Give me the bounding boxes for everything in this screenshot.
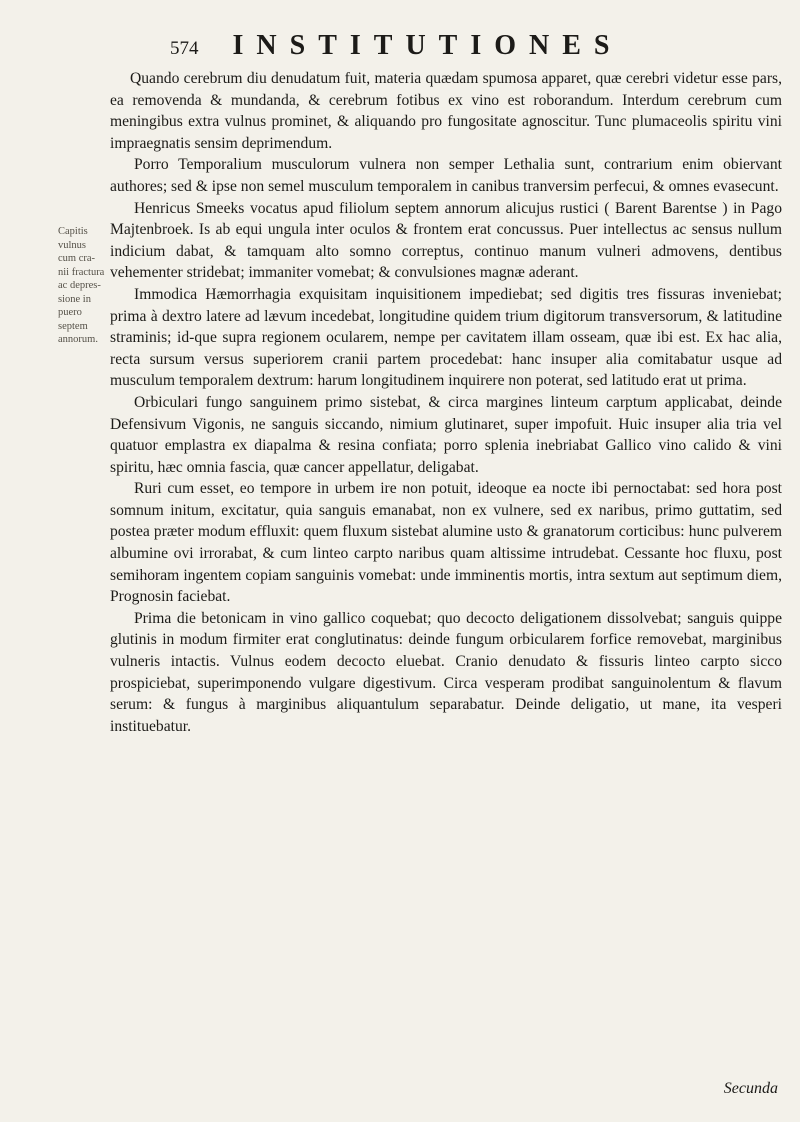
body-text	[110, 68, 782, 737]
paragraph: Quando cerebrum diu denudatum fuit, materia quædam spumosa apparet, quæ cerebri videtur esse pars, ea removenda & mundanda, & cerebrum fotibus ex vino est roborandum. Interdum cerebrum cum meningibus extra vulnus prominet, & aliquando pro fungositate agnoscitur. Tunc plumaceolis spiritu vini impraegnatis sensim deprimendum.	[110, 70, 782, 152]
page-header	[170, 30, 770, 62]
margin-note-line: septem	[58, 320, 88, 332]
catchword: Secunda	[723, 1080, 778, 1097]
paragraph: Porro Temporalium musculorum vulnera non semper Lethalia sunt, contrarium enim obiervant authores; sed & ipse non semel musculum temporalem in canibus tranversim perfecui, & omnes evasecunt.	[110, 156, 782, 195]
margin-note-line: cum cra-	[58, 253, 96, 264]
margin-note-line: puero	[58, 307, 82, 318]
paragraph: Immodica Hæmorrhagia exquisitam inquisitionem impediebat; sed digitis tres fissuras inveniebat; prima à dextro latere ad lævum incedebat, longitudine quidem trium digitorum transversorum, & latitudine straminis; id-que supra regionem ocularem, nempe per cavitatem illam osseam, quæ ibi est. Ex hac alia, recta sursum versus superiorem cranii partem procedebat: hanc insuper alia comitabatur usque ad musculum temporalem dextrum: harum longitudinem inquirere non poterat, sed latitudo erat ut prima.	[110, 285, 782, 390]
margin-note-line: sione in	[58, 293, 91, 305]
paragraph: Ruri cum esset, eo tempore in urbem ire non potuit, ideoque ea nocte ibi pernoctabat: sed hora post somnum initum, excitatur, quia sanguis emanabat, non ex vulnere, sed ex naribus, primo guttatim, sed postea præter modum effluxit: quem fluxum sistebat alumine usto & granatorum corticibus: hunc pulverem albumine ovi irrorabat, & cum linteo carpto naribus quam altissime intrudebat. Cessante hoc fluxu, post semihoram ingentem copiam sanguinis vomebat: unde imminentis mortis, intra sextum aut septimum diem, Prognosin faciebat.	[110, 480, 782, 606]
running-title: INSTITUTIONES	[232, 30, 623, 61]
page-number: 574	[170, 38, 199, 59]
margin-note	[58, 225, 106, 347]
margin-note-line: annorum.	[58, 334, 98, 345]
paragraph: Orbiculari fungo sanguinem primo sistebat, & circa margines linteum carptum applicabat, deinde Defensivum Vigonis, ne sanguis siccando, nimium glutinaret, super impofuit. Huic insuper alia tria vel quatuor emplastra ex diapalma & resina confiata; porro splenia inebriabat Gallico vino calido & vini spiritu, hæc omnia fascia, quæ cancer appellatur, deligabat.	[110, 393, 782, 476]
margin-note-line: vulnus	[58, 239, 87, 251]
margin-note-line: Capitis	[58, 226, 88, 237]
paragraph: Prima die betonicam in vino gallico coquebat; quo decocto deligationem dissolvebat; sanguis quippe glutinis in modum firmiter erat conglutinatus: deinde fungum orbicularem forfice removebat, marginibus vulneris intactis. Vulnus eodem decocto eluebat. Cranio denudato & fissuris linteo carpto sicco prospiciebat, superimponendo vulgare digestivum. Circa vesperam prodibat sanguinolentum & flavum serum: & fungus à marginibus aliquantulum separabatur. Deinde deligatio, ut mane, ita vesperi instituebatur.	[110, 609, 782, 735]
margin-note-line: nii fractura	[58, 266, 105, 278]
margin-note-line: ac depres-	[58, 280, 101, 291]
paragraph: Henricus Smeeks vocatus apud filiolum septem annorum alicujus rustici ( Barent Barentse ) in Pago Majtenbroek. Is ab equi ungula inter oculos & frontem erat concussus. Puer intellectus ac sensus nullum indicium dabat, & tamquam alto somno correptus, continuo manum vulneri admovens, dentibus vehementer stridebat; immaniter vomebat; & convulsiones magnæ aderant.	[110, 199, 782, 282]
